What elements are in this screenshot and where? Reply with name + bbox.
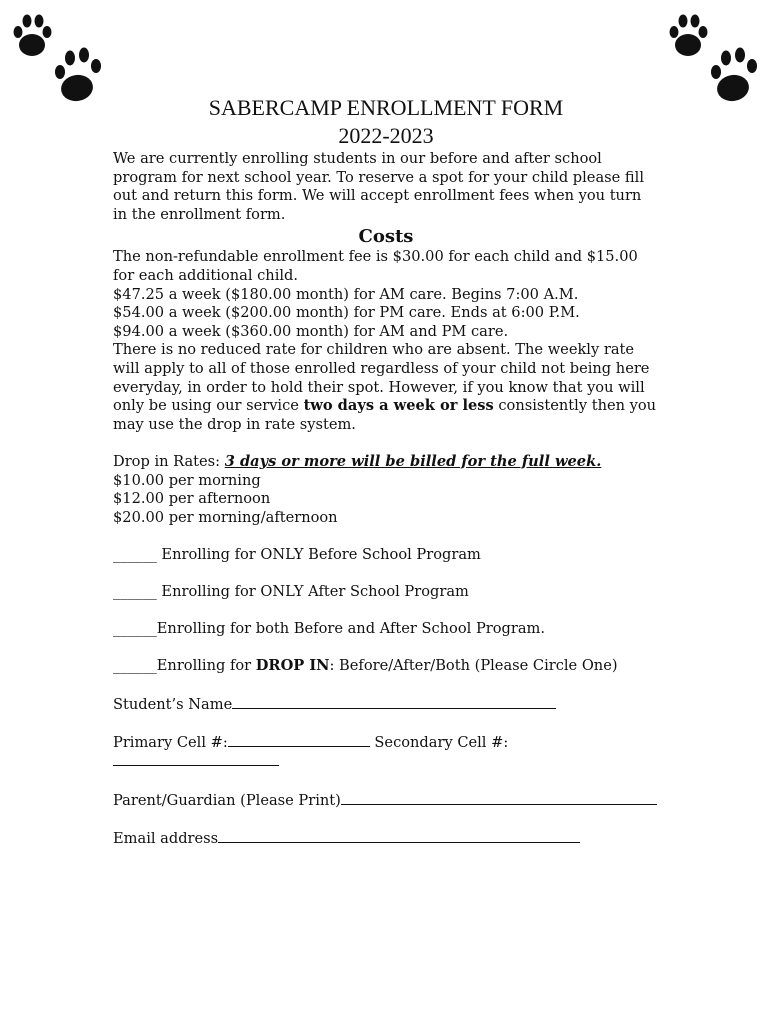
- primary-cell-label: Primary Cell #:: [113, 733, 228, 751]
- option-both-programs[interactable]: ______Enrolling for both Before and After School Program.: [113, 620, 546, 638]
- form-title: SABERCAMP ENROLLMENT FORM: [208, 95, 564, 120]
- am-rate-text: $47.25 a week ($180.00 month) for AM care. Begins 7:00 A.M.: [113, 285, 579, 303]
- paw-print-icon: [666, 12, 710, 60]
- email-field[interactable]: [113, 829, 659, 849]
- drop-in-heading: Drop in Rates: 3 days or more will be billed for the full week.: [113, 452, 602, 470]
- intro-paragraph: We are currently enrolling students in our before and after school program for next school year. To reserve a spot for your child please fill out and return this form. We will accept enrollment fees when you turn in the enrollment form.: [113, 150, 644, 223]
- both-rate-text: $94.00 a week ($360.00 month) for AM and PM care.: [113, 322, 509, 340]
- option-blank: ______: [113, 545, 157, 563]
- drop-in-afternoon: $12.00 per afternoon: [113, 490, 271, 508]
- absence-policy: There is no reduced rate for children who are absent. The weekly rate will apply to all of those enrolled regardless of your child not being here everyday, in order to hold their spot. However, if you know that you will only be using our service two days a week or less consistently then you may use the drop in rate system.: [113, 341, 657, 433]
- paw-print-icon: [10, 12, 54, 60]
- enrollment-fee-text: The non-refundable enrollment fee is $30.00 for each child and $15.00 for each additional child.: [113, 248, 638, 284]
- phone-fields[interactable]: [113, 733, 659, 772]
- option-before-school[interactable]: ______ Enrolling for ONLY Before School Program: [113, 545, 481, 563]
- drop-in-morning: $10.00 per morning: [113, 471, 261, 489]
- email-label: Email address: [113, 829, 219, 847]
- paw-print-icon: [708, 46, 760, 106]
- email-input[interactable]: [218, 829, 580, 843]
- option-blank: ______: [113, 583, 157, 601]
- paw-print-icon: [52, 46, 104, 106]
- parent-field[interactable]: [113, 791, 659, 811]
- secondary-cell-label: Secondary Cell #:: [369, 733, 509, 751]
- parent-input[interactable]: [341, 791, 657, 805]
- option-after-school[interactable]: ______ Enrolling for ONLY After School Program: [113, 583, 469, 601]
- drop-in-both: $20.00 per morning/afternoon: [113, 508, 338, 526]
- parent-label: Parent/Guardian (Please Print): [113, 791, 341, 809]
- option-drop-in[interactable]: ______Enrolling for DROP IN: Before/After/Both (Please Circle One): [113, 657, 618, 675]
- option-blank: ______: [113, 620, 157, 638]
- primary-cell-input[interactable]: [228, 733, 370, 747]
- student-name-input[interactable]: [232, 695, 556, 709]
- student-name-field[interactable]: [113, 695, 659, 715]
- secondary-cell-input[interactable]: [113, 752, 279, 766]
- student-name-label: Student’s Name: [113, 695, 233, 713]
- pm-rate-text: $54.00 a week ($200.00 month) for PM care. Ends at 6:00 P.M.: [113, 304, 580, 322]
- school-year: 2022-2023: [338, 123, 434, 148]
- costs-heading: Costs: [358, 226, 414, 248]
- enrollment-form: [113, 94, 659, 848]
- option-blank: ______: [113, 657, 157, 675]
- drop-in-note: 3 days or more will be billed for the full week.: [224, 452, 602, 470]
